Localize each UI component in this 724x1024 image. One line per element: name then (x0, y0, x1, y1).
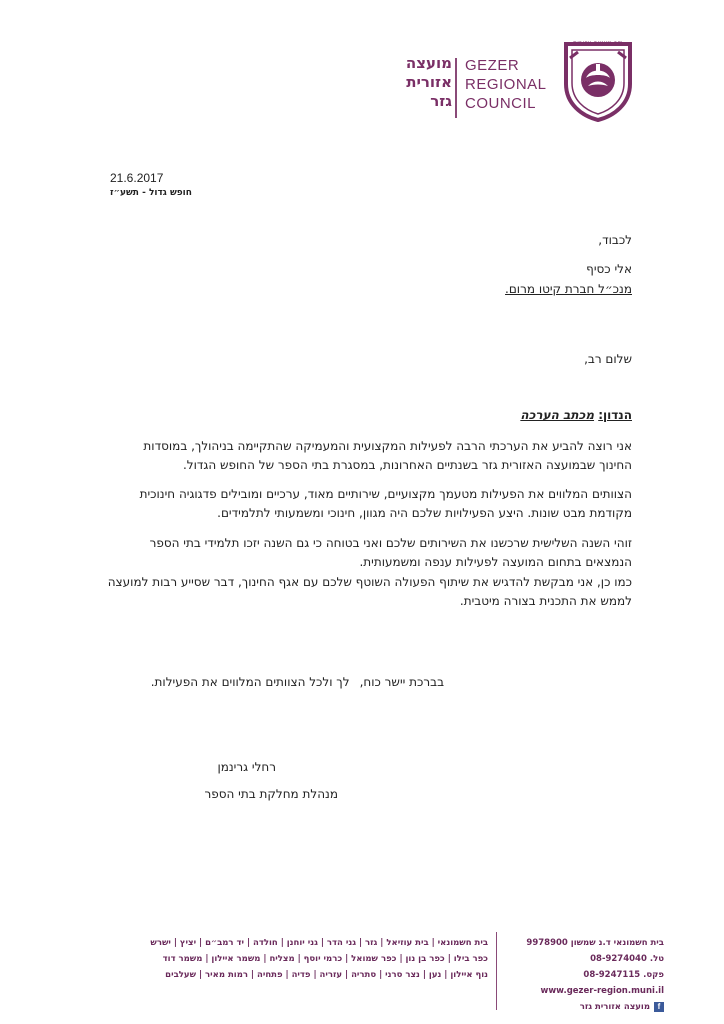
council-name-english (465, 56, 547, 113)
paragraph-line: הצוותים המלווים את הפעילות מטעמך מקצועיים, שירותיים מאוד, ערכיים ומובילים פדגוגיה חינוכית (139, 487, 632, 501)
letter-hebrew-date: חופש גדול - תשע״ז (110, 188, 192, 198)
council-name-hebrew (406, 54, 452, 111)
footer-localities (48, 935, 488, 983)
paragraph-line: כמו כן, אני מבקשת להדגיש את שיתוף הפעולה השוטף שלכם עם אגף החינוך, דבר שסייע רבות למועצה (107, 575, 632, 589)
logo-divider (455, 58, 457, 118)
footer-fax (472, 967, 664, 983)
logo-en-line-1: GEZER (465, 57, 520, 74)
logo-he-line-3: גזר (430, 92, 452, 110)
logo-en-line-2: REGIONAL (465, 76, 547, 93)
subject-value: מכתב הערכה (520, 408, 595, 422)
salutation: לכבוד, (598, 233, 632, 247)
body-paragraph-2 (112, 485, 632, 523)
localities-line: בית חשמונאי | בית עוזיאל | גזר | גני הדר | גני יוחנן | חולדה | יד רמב״ם | יציץ | ישרש (150, 938, 488, 948)
closing-line (151, 675, 444, 689)
localities-line: כפר בילו | כפר בן נון | כפר שמואל | כרמי יוסף | מצליח | משמר איילון | משמר דוד (162, 954, 488, 964)
website-link[interactable]: www.gezer-region.muni.il (540, 986, 664, 996)
closing-part-1: בברכת יישר כוח, (359, 675, 444, 689)
phone-number: 08-9274040 (590, 954, 647, 964)
signer-name: רחלי גרינמן (217, 760, 276, 774)
recipient-title: מנכ״ל חברת קיטו מרום. (505, 282, 632, 296)
paragraph-line: לממש את התכנית בצורה מיטבית. (459, 594, 632, 608)
body-paragraph-3 (112, 534, 632, 572)
logo-he-line-1: מועצה (405, 54, 452, 72)
subject-label: הנדון: (598, 408, 632, 422)
paragraph-line: מקודמת מבט שונות. היצע הפעילויות שלכם היה מגוון, חינוכי ומשמעותי לתלמידים. (217, 506, 632, 520)
facebook-icon: f (654, 1002, 664, 1012)
signer-role: מנהלת מחלקת בתי הספר (204, 787, 338, 801)
recipient-name: אלי כסיף (586, 262, 632, 276)
body-paragraph-1 (112, 437, 632, 475)
facebook-page-name[interactable]: מועצה אזורית גזר (579, 1002, 650, 1012)
council-seal-logo (556, 38, 640, 122)
paragraph-line: אני רוצה להביע את הערכתי הרבה לפעילות המקצועית והמעמיקה שהתקיימה בניהולך, במוסדות (143, 439, 632, 453)
localities-line: נוף איילון | נען | נצר סרני | סתריה | עזריה | פדיה | פתחיה | רמות מאיר | שעלבים (165, 970, 488, 980)
closing-part-2: לך ולכל הצוותים המלווים את הפעילות. (150, 675, 350, 689)
body-paragraph-4 (107, 573, 632, 611)
fax-label: פקס. (643, 970, 664, 980)
footer-website[interactable] (472, 983, 664, 999)
phone-label: טל. (649, 954, 664, 964)
footer-contact (472, 935, 664, 1015)
footer-facebook[interactable] (472, 999, 664, 1015)
footer-address: בית חשמונאי ד.נ שמשון 9978900 (526, 938, 664, 948)
paragraph-line: הנמצאים בתחום המועצה לפעילות ענפה ומשמעותית. (359, 555, 632, 569)
paragraph-line: החינוך שבמועצה האזורית גזר בשנתיים האחרונות, במסגרת בתי הספר של החופש הגדול. (182, 458, 632, 472)
letter-date: 21.6.2017 (110, 171, 164, 185)
greeting: שלום רב, (584, 352, 632, 366)
fax-number: 08-9247115 (583, 970, 641, 980)
footer-phone (472, 951, 664, 967)
logo-he-line-2: אזורית (406, 73, 452, 91)
logo-en-line-3: COUNCIL (465, 95, 537, 112)
paragraph-line: זוהי השנה השלישית שרכשנו את השירותים שלכם ואני בטוחה כי גם השנה יזכו תלמידי בתי הספר (149, 536, 632, 550)
seal-text: גזר מועצה אזורית (573, 40, 623, 47)
subject-line (520, 408, 632, 422)
